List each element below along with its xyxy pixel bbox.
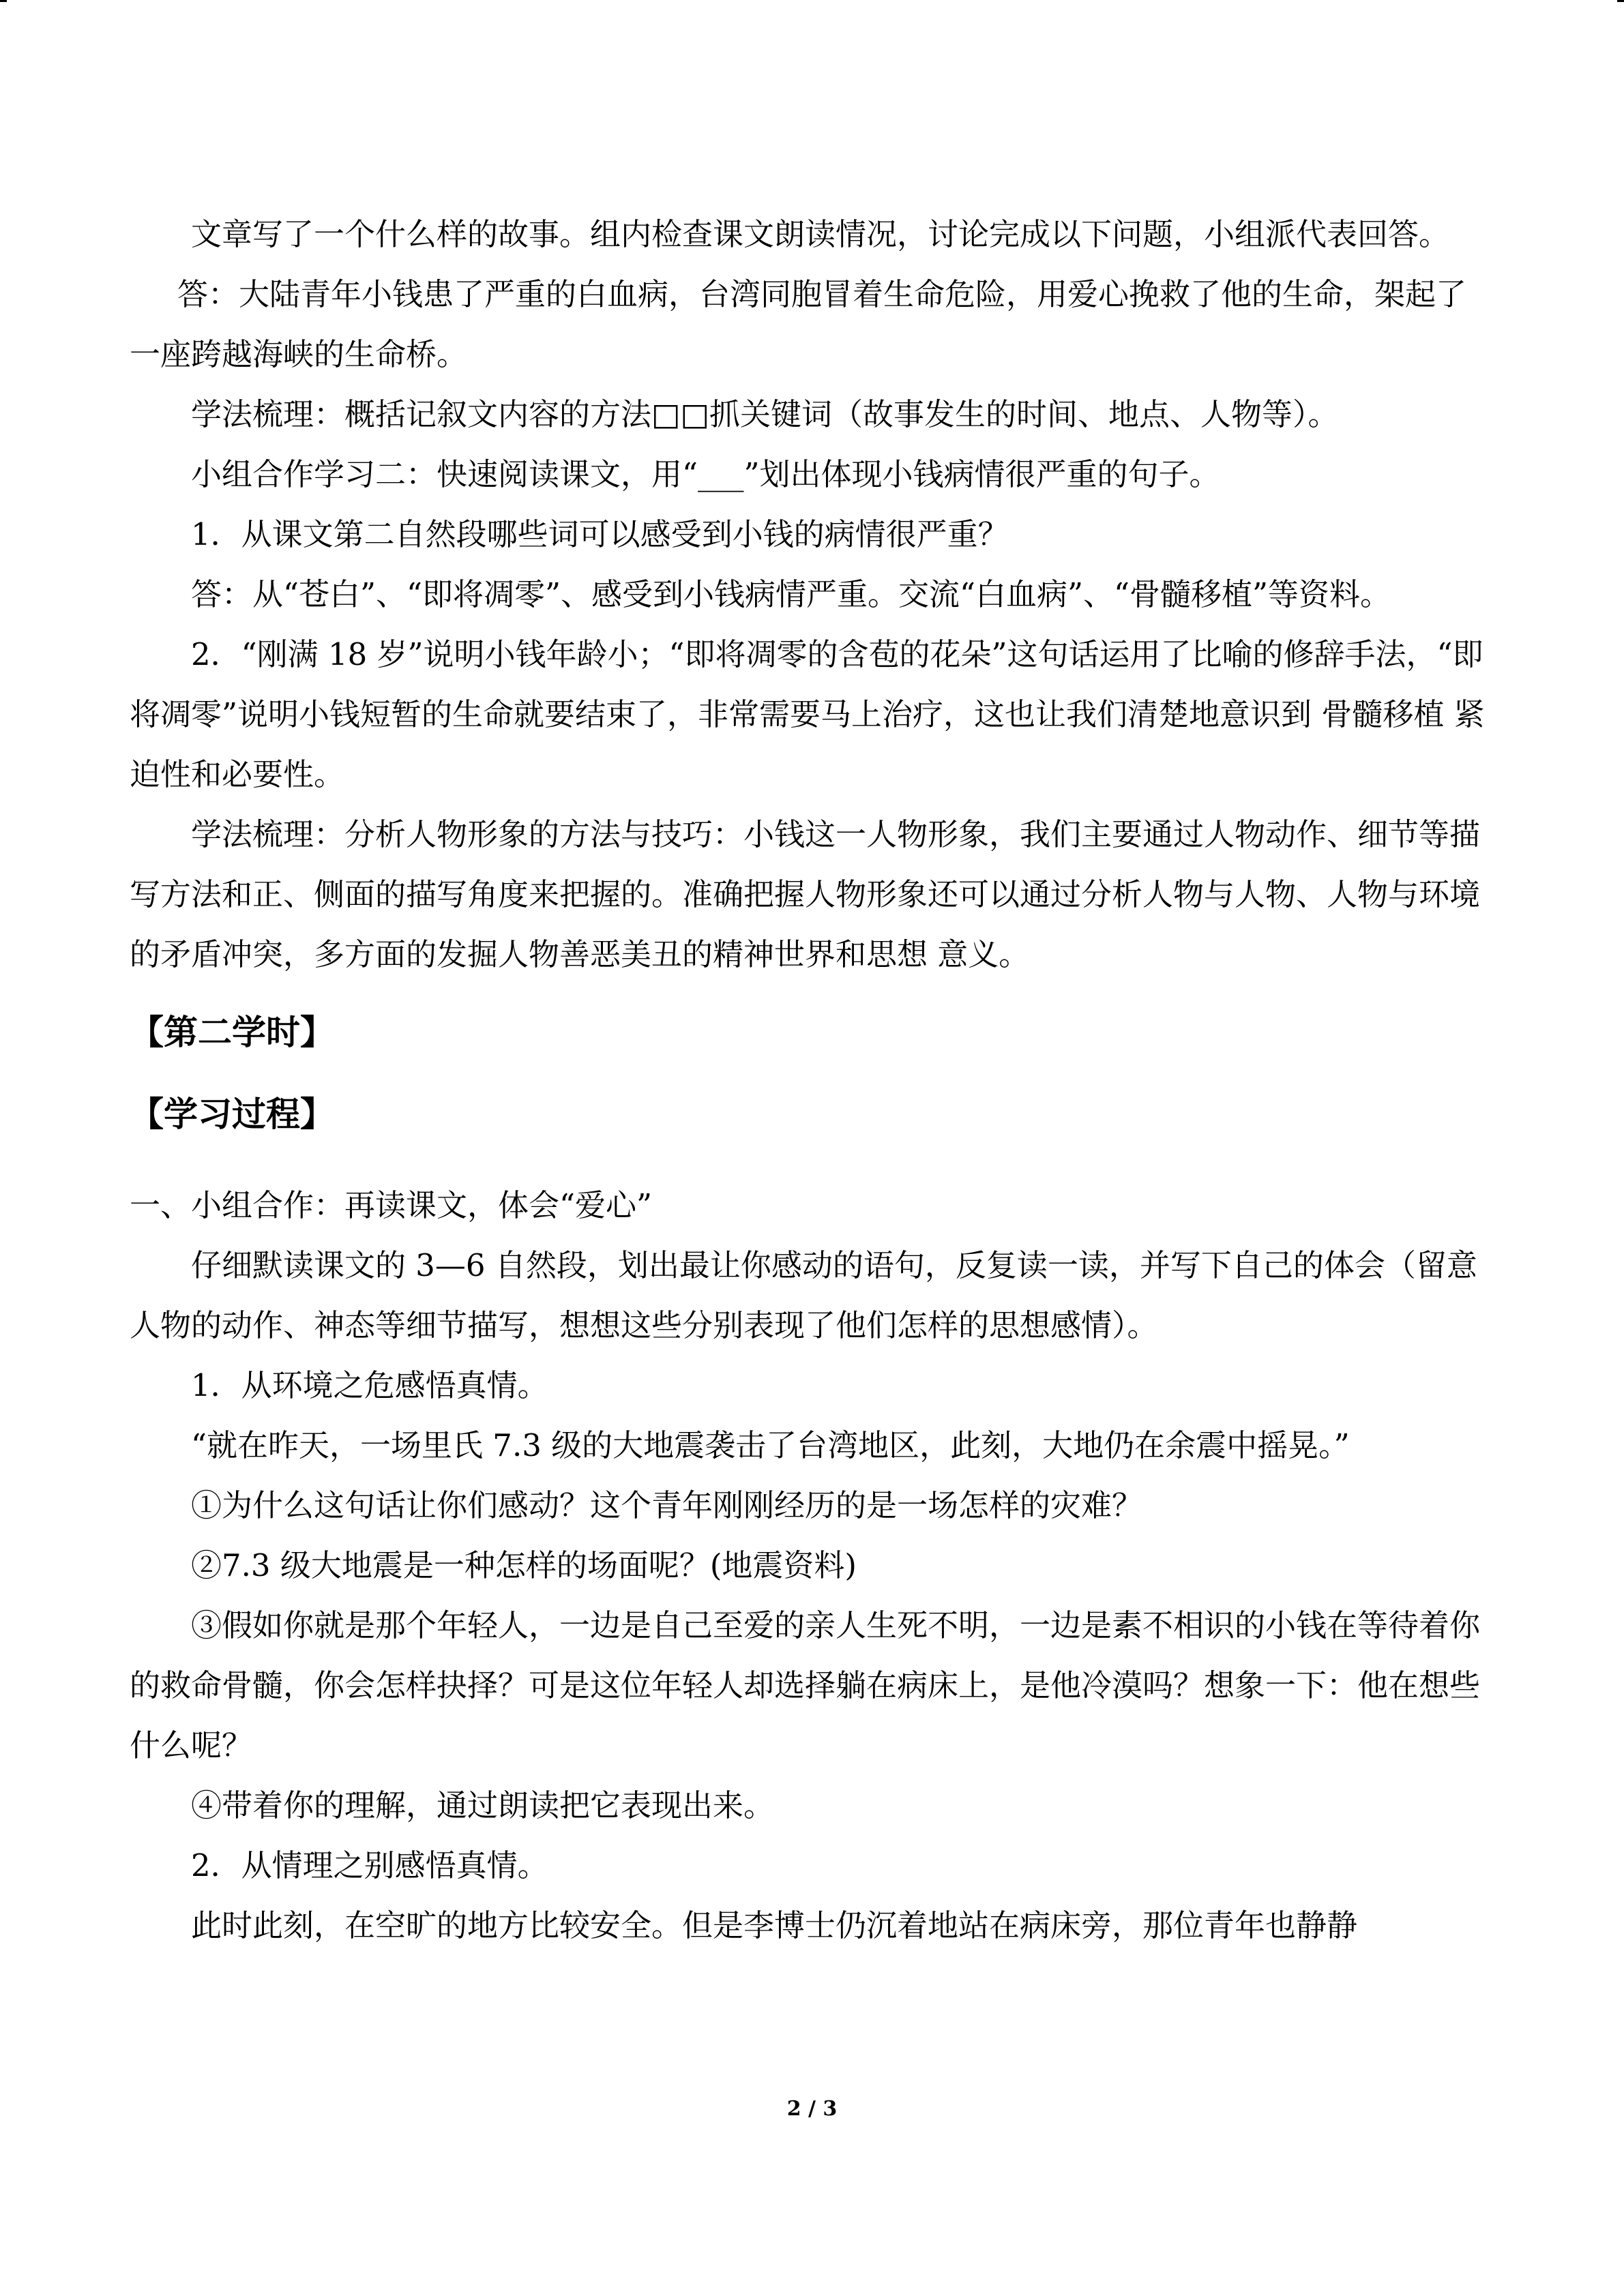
paragraph-q-circle-1: ①为什么这句话让你们感动？这个青年刚刚经历的是一场怎样的灾难？ — [191, 1487, 1143, 1523]
document-body — [130, 205, 1494, 1956]
paragraph-reason-heading: 2．从情理之别感悟真情。 — [191, 1847, 548, 1883]
paragraph-method-summary-1: 学法梳理：概括记叙文内容的方法□□抓关键词（故事发生的时间、地点、人物等）。 — [191, 396, 1339, 432]
paragraph-final: 此时此刻，在空旷的地方比较安全。但是李博士仍沉着地站在病床旁，那位青年也静静 — [191, 1907, 1358, 1943]
page-number: 2 / 3 — [786, 2097, 838, 2121]
paragraph-reading-task: 仔细默读课文的 3—6 自然段，划出最让你感动的语句，反复读一读，并写下自己的体会（留意人物的动作、神态等细节描写，想想这些分别表现了他们怎样的思想感情）。 — [130, 1247, 1477, 1343]
paragraph-q-circle-4: ④带着你的理解，通过朗读把它表现出来。 — [191, 1787, 775, 1823]
heading-learning-process: 【学习过程】 — [130, 1094, 334, 1134]
page-frame-line-left — [0, 0, 7, 2]
paragraph-group-study-2: 小组合作学习二：快速阅读课文，用“___”划出体现小钱病情很严重的句子。 — [191, 456, 1220, 492]
paragraph-environment-heading: 1．从环境之危感悟真情。 — [191, 1367, 548, 1403]
paragraph-question-2: 2．“刚满 18 岁”说明小钱年龄小；“即将凋零的含苞的花朵”这句话运用了比喻的修辞手法，“即将凋零”说明小钱短暂的生命就要结束了，非常需要马上治疗，这也让我们清楚地意识到 骨髓移植 紧迫性和必要性。 — [130, 636, 1485, 792]
heading-second-period: 【第二学时】 — [130, 1013, 334, 1052]
paragraph-question-1: 1．从课文第二自然段哪些词可以感受到小钱的病情很严重？ — [191, 516, 1009, 552]
paragraph-quote: “就在昨天，一场里氏 7.3 级的大地震袭击了台湾地区，此刻，大地仍在余震中摇晃。” — [191, 1427, 1350, 1463]
paragraph-story-answer: 答：大陆青年小钱患了严重的白血病，台湾同胞冒着生命危险，用爱心挽救了他的生命，架起了一座跨越海峡的生命桥。 — [130, 276, 1467, 372]
paragraph-q-circle-2: ②7.3 级大地震是一种怎样的场面呢？(地震资料) — [191, 1547, 857, 1583]
paragraph-answer-1: 答：从“苍白”、“即将凋零”、感受到小钱病情严重。交流“白血病”、“骨髓移植”等资料。 — [191, 576, 1391, 612]
paragraph-method-summary-2: 学法梳理：分析人物形象的方法与技巧：小钱这一人物形象，我们主要通过人物动作、细节等描写方法和正、侧面的描写角度来把握的。准确把握人物形象还可以通过分析人物与人物、人物与环境的矛盾冲突，多方面的发掘人物善恶美丑的精神世界和思想 意义。 — [130, 816, 1481, 972]
paragraph-q-circle-3: ③假如你就是那个年轻人，一边是自己至爱的亲人生死不明，一边是素不相识的小钱在等待着你的救命骨髓，你会怎样抉择？可是这位年轻人却选择躺在病床上，是他冷漠吗？想象一下：他在想些什么呢？ — [130, 1607, 1481, 1763]
page-frame-line-right — [1617, 0, 1624, 2]
paragraph-story-question: 文章写了一个什么样的故事。组内检查课文朗读情况，讨论完成以下问题，小组派代表回答。 — [191, 216, 1450, 252]
paragraph-group-cooperation: 一、小组合作：再读课文，体会“爱心” — [130, 1187, 653, 1223]
